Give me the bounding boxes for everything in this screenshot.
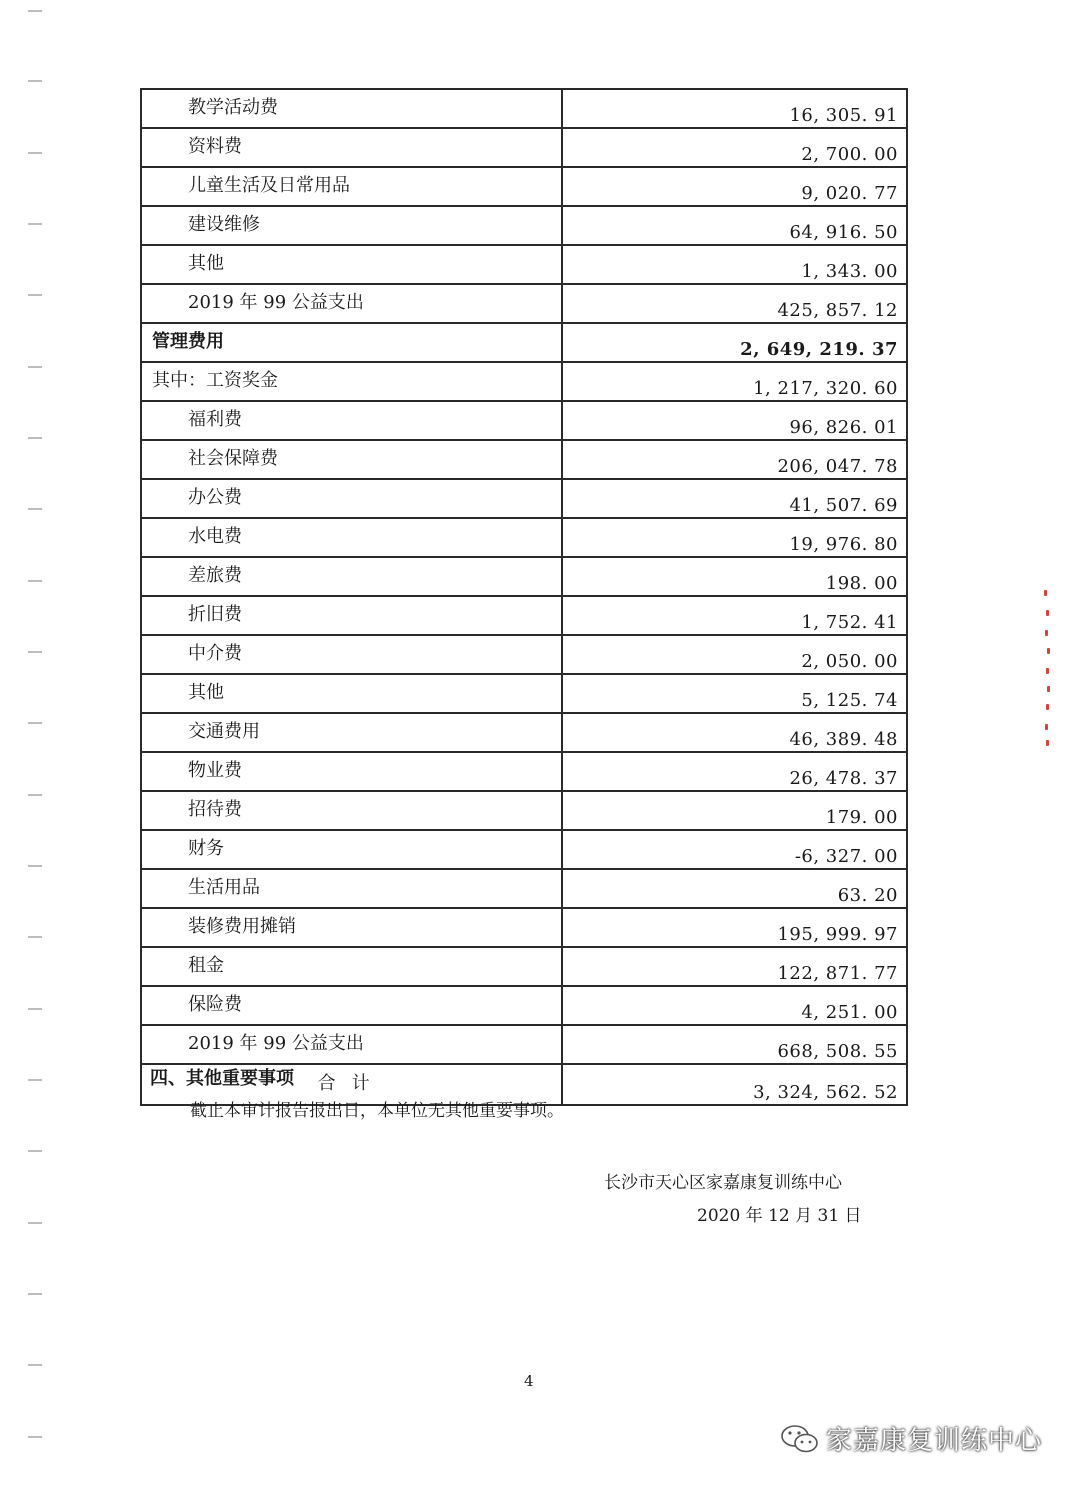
table-row xyxy=(141,635,907,674)
wechat-icon xyxy=(780,1423,820,1455)
item-value: 96, 826. 01 xyxy=(562,401,907,440)
table-row xyxy=(141,674,907,713)
seal-stamp-edge xyxy=(1040,590,1054,750)
item-name: 保险费 xyxy=(141,986,562,1025)
item-value: 16, 305. 91 xyxy=(562,89,907,128)
item-value: 46, 389. 48 xyxy=(562,713,907,752)
table-row xyxy=(141,791,907,830)
table-row xyxy=(141,830,907,869)
binding-mark xyxy=(28,722,42,724)
item-value: 9, 020. 77 xyxy=(562,167,907,206)
item-value: 19, 976. 80 xyxy=(562,518,907,557)
item-name: 2019 年 99 公益支出 xyxy=(141,284,562,323)
item-value: 179. 00 xyxy=(562,791,907,830)
table-row xyxy=(141,713,907,752)
binding-mark xyxy=(28,1436,42,1438)
total-label: 合计 xyxy=(141,1064,562,1105)
table-row xyxy=(141,401,907,440)
section-heading: 四、其他重要事项 xyxy=(150,1068,294,1089)
report-date: 2020 年 12 月 31 日 xyxy=(697,1206,862,1226)
binding-mark xyxy=(28,223,42,225)
item-name: 物业费 xyxy=(141,752,562,791)
item-name: 办公费 xyxy=(141,479,562,518)
item-name: 招待费 xyxy=(141,791,562,830)
table-row xyxy=(141,362,907,401)
item-value: 2, 700. 00 xyxy=(562,128,907,167)
table-row xyxy=(141,206,907,245)
watermark-text: 家嘉康复训练中心 xyxy=(826,1426,1043,1456)
binding-mark xyxy=(28,580,42,582)
item-name: 装修费用摊销 xyxy=(141,908,562,947)
table-row xyxy=(141,596,907,635)
item-value: 1, 752. 41 xyxy=(562,596,907,635)
binding-mark xyxy=(28,152,42,154)
binding-mark xyxy=(28,794,42,796)
table-row xyxy=(141,869,907,908)
binding-mark xyxy=(28,80,42,82)
table-row xyxy=(141,440,907,479)
item-value: 206, 047. 78 xyxy=(562,440,907,479)
category-name: 管理费用 xyxy=(141,323,562,362)
binding-mark xyxy=(28,1222,42,1224)
item-name: 福利费 xyxy=(141,401,562,440)
item-value: 26, 478. 37 xyxy=(562,752,907,791)
item-name: 其中：工资奖金 xyxy=(141,362,562,401)
item-value: 1, 343. 00 xyxy=(562,245,907,284)
item-value: 4, 251. 00 xyxy=(562,986,907,1025)
item-value: 64, 916. 50 xyxy=(562,206,907,245)
table-row xyxy=(141,947,907,986)
item-value: 1, 217, 320. 60 xyxy=(562,362,907,401)
item-value: 668, 508. 55 xyxy=(562,1025,907,1064)
binding-mark xyxy=(28,10,42,12)
item-value: 198. 00 xyxy=(562,557,907,596)
table-row xyxy=(141,986,907,1025)
table-row xyxy=(141,518,907,557)
item-name: 租金 xyxy=(141,947,562,986)
binding-mark xyxy=(28,1079,42,1081)
category-value: 2, 649, 219. 37 xyxy=(562,323,907,362)
item-name: 建设维修 xyxy=(141,206,562,245)
binding-mark xyxy=(28,865,42,867)
watermark xyxy=(780,1420,1042,1457)
item-name: 2019 年 99 公益支出 xyxy=(141,1025,562,1064)
item-value: 425, 857. 12 xyxy=(562,284,907,323)
table-row xyxy=(141,167,907,206)
item-name: 中介费 xyxy=(141,635,562,674)
item-name: 教学活动费 xyxy=(141,89,562,128)
binding-mark xyxy=(28,651,42,653)
binding-mark xyxy=(28,1008,42,1010)
binding-mark xyxy=(28,366,42,368)
table-row xyxy=(141,752,907,791)
section-text: 截止本审计报告报出日，本单位无其他重要事项。 xyxy=(190,1101,564,1121)
binding-mark xyxy=(28,1364,42,1366)
item-name: 资料费 xyxy=(141,128,562,167)
item-name: 其他 xyxy=(141,245,562,284)
total-value: 3, 324, 562. 52 xyxy=(562,1064,907,1105)
item-value: 41, 507. 69 xyxy=(562,479,907,518)
table-row xyxy=(141,908,907,947)
binding-mark xyxy=(28,936,42,938)
item-value: 122, 871. 77 xyxy=(562,947,907,986)
table-row xyxy=(141,284,907,323)
item-value: 5, 125. 74 xyxy=(562,674,907,713)
item-value: 195, 999. 97 xyxy=(562,908,907,947)
table-row xyxy=(141,245,907,284)
table-row-category xyxy=(141,323,907,362)
item-value: -6, 327. 00 xyxy=(562,830,907,869)
table-row xyxy=(141,479,907,518)
binding-mark xyxy=(28,294,42,296)
table-row xyxy=(141,557,907,596)
item-value: 63. 20 xyxy=(562,869,907,908)
item-name: 儿童生活及日常用品 xyxy=(141,167,562,206)
item-name: 差旅费 xyxy=(141,557,562,596)
item-name: 交通费用 xyxy=(141,713,562,752)
table-row xyxy=(141,1025,907,1064)
item-value: 2, 050. 00 xyxy=(562,635,907,674)
binding-mark xyxy=(28,1293,42,1295)
item-name: 其他 xyxy=(141,674,562,713)
page-number: 4 xyxy=(524,1372,534,1390)
binding-mark xyxy=(28,437,42,439)
binding-mark xyxy=(28,508,42,510)
organization-name: 长沙市天心区家嘉康复训练中心 xyxy=(604,1173,842,1193)
item-name: 折旧费 xyxy=(141,596,562,635)
item-name: 水电费 xyxy=(141,518,562,557)
expense-table xyxy=(140,88,908,1106)
item-name: 生活用品 xyxy=(141,869,562,908)
item-name: 财务 xyxy=(141,830,562,869)
item-name: 社会保障费 xyxy=(141,440,562,479)
table-row xyxy=(141,128,907,167)
table-row xyxy=(141,89,907,128)
binding-mark xyxy=(28,1150,42,1152)
